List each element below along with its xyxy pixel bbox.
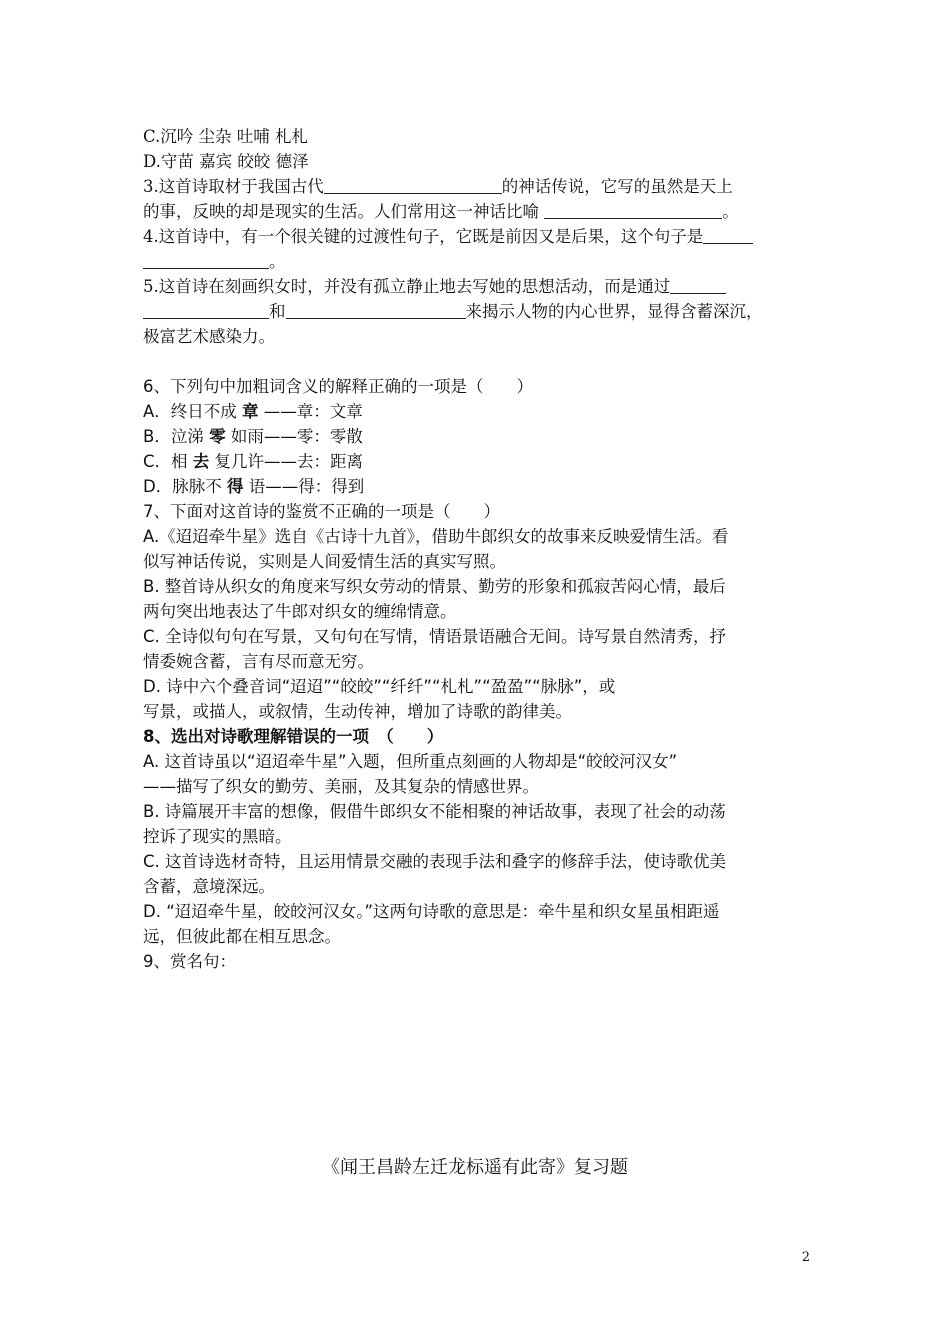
q3-blank-1[interactable] — [324, 175, 502, 194]
q7-option-d-line-2: 写景，或描人，或叙情，生动传神，增加了诗歌的韵律美。 — [143, 702, 572, 721]
section-title: 《闻王昌龄左迁龙标遥有此寄》复习题 — [322, 1157, 628, 1178]
q8-option-a-line-2: ——描写了织女的勤劳、美丽，及其复杂的情感世界。 — [143, 777, 539, 796]
q3-text-2: 的神话传说，它写的虽然是天上 — [501, 177, 733, 196]
q7-option-c-line-2: 情委婉含蓄，言有尽而意无穷。 — [143, 652, 374, 671]
q5-blank-1b[interactable] — [143, 300, 269, 319]
q8-option-d-line-2: 远，但彼此都在相互思念。 — [143, 927, 341, 946]
q5-text-1: 5.这首诗在刻画织女时，并没有孤立静止地去写她的思想活动，而是通过 — [143, 277, 671, 296]
q4-line-1 — [143, 224, 809, 249]
q3-text-3: 的事，反映的却是现实的生活。人们常用这一神话比喻 — [143, 202, 539, 221]
q5-text-3: 来揭示人物的内心世界，显得含蓄深沉， — [465, 302, 763, 321]
q7-option-a-line-2: 似写神话传说，实则是人间爱情生活的真实写照。 — [143, 552, 506, 571]
q6-option-a — [143, 399, 809, 424]
q3-line-1 — [143, 174, 809, 199]
q8-option-a-line-1: A. 这首诗虽以“迢迢牵牛星”入题，但所重点刻画的人物却是“皎皎河汉女” — [143, 752, 678, 771]
q5-line-1 — [143, 274, 809, 299]
q7-option-d-line-1: D. 诗中六个叠音词“迢迢”“皎皎”“纤纤”“札札”“盈盈”“脉脉”，或 — [143, 677, 616, 696]
q5-text-2: 和 — [269, 302, 286, 321]
q9-stem: 9、赏名句： — [143, 952, 236, 971]
q6-d-post: 语——得：得到 — [248, 477, 365, 496]
q6-option-d — [143, 474, 809, 499]
q7-option-c-line-1: C. 全诗似句句在写景，又句句在写情，情语景语融合无间。诗写景自然清秀，抒 — [143, 627, 727, 646]
q7-option-b-line-1: B. 整首诗从织女的角度来写织女劳动的情景、勤劳的形象和孤寂苦闷心情，最后 — [143, 577, 726, 596]
q4-line-2 — [143, 249, 809, 274]
q3-line-2 — [143, 199, 809, 224]
q7-option-a-line-1: A.《迢迢牵牛星》选自《古诗十九首》，借助牛郎织女的故事来反映爱情生活。看 — [143, 527, 729, 546]
q8-option-c-line-2: 含蓄，意境深远。 — [143, 877, 275, 896]
q6-c-post: 复几许——去：距离 — [214, 452, 364, 471]
q3-blank-2[interactable] — [544, 200, 722, 219]
q6-b-pre: B．泣涕 — [143, 427, 204, 446]
q6-a-post: ——章：文章 — [263, 402, 363, 421]
q8-option-b-line-2: 控诉了现实的黑暗。 — [143, 827, 292, 846]
q4-blank-1b[interactable] — [143, 250, 269, 269]
q3-text-4: 。 — [722, 202, 739, 221]
q6-option-b — [143, 424, 809, 449]
q8-option-b-line-1: B. 诗篇展开丰富的想像，假借牛郎织女不能相聚的神话故事，表现了社会的动荡 — [143, 802, 726, 821]
q3-text-1: 3.这首诗取材于我国古代 — [143, 177, 324, 196]
q6-stem: 6、下列句中加粗词含义的解释正确的一项是（ ） — [143, 377, 533, 396]
q2-option-c: C.沉吟 尘杂 吐哺 札札 — [143, 127, 309, 146]
q6-a-bold-word: 章 — [242, 402, 259, 421]
q6-option-c — [143, 449, 809, 474]
q8-stem: 8、选出对诗歌理解错误的一项 （ ） — [143, 727, 444, 746]
q8-option-d-line-1: D. “迢迢牵牛星，皎皎河汉女。”这两句诗歌的意思是：牵牛星和织女星虽相距遥 — [143, 902, 720, 921]
q6-b-post: 如雨——零：零散 — [230, 427, 363, 446]
q5-blank-1a[interactable] — [670, 275, 726, 294]
q7-stem: 7、下面对这首诗的鉴赏不正确的一项是（ ） — [143, 502, 500, 521]
q2-option-d: D.守苗 嘉宾 皎皎 德泽 — [143, 152, 309, 171]
q6-c-bold-word: 去 — [192, 452, 210, 471]
q8-option-c-line-1: C. 这首诗选材奇特，且运用情景交融的表现手法和叠字的修辞手法，使诗歌优美 — [143, 852, 727, 871]
q6-a-pre: A．终日不成 — [143, 402, 237, 421]
page-number: 2 — [801, 1250, 810, 1265]
q7-option-b-line-2: 两句突出地表达了牛郎对织女的缠绵情意。 — [143, 602, 457, 621]
q6-d-bold-word: 得 — [226, 477, 244, 496]
q6-b-bold-word: 零 — [209, 427, 226, 446]
q5-line-2 — [143, 299, 809, 324]
q6-c-pre: C．相 — [143, 452, 188, 471]
q4-blank-1a[interactable] — [703, 225, 753, 244]
q4-text-2: 。 — [269, 252, 286, 271]
q5-line-3: 极富艺术感染力。 — [143, 327, 275, 346]
q4-text-1: 4.这首诗中，有一个很关键的过渡性句子，它既是前因又是后果，这个句子是 — [143, 227, 704, 246]
q6-d-pre: D．脉脉不 — [143, 477, 222, 496]
q5-blank-2[interactable] — [286, 300, 466, 319]
